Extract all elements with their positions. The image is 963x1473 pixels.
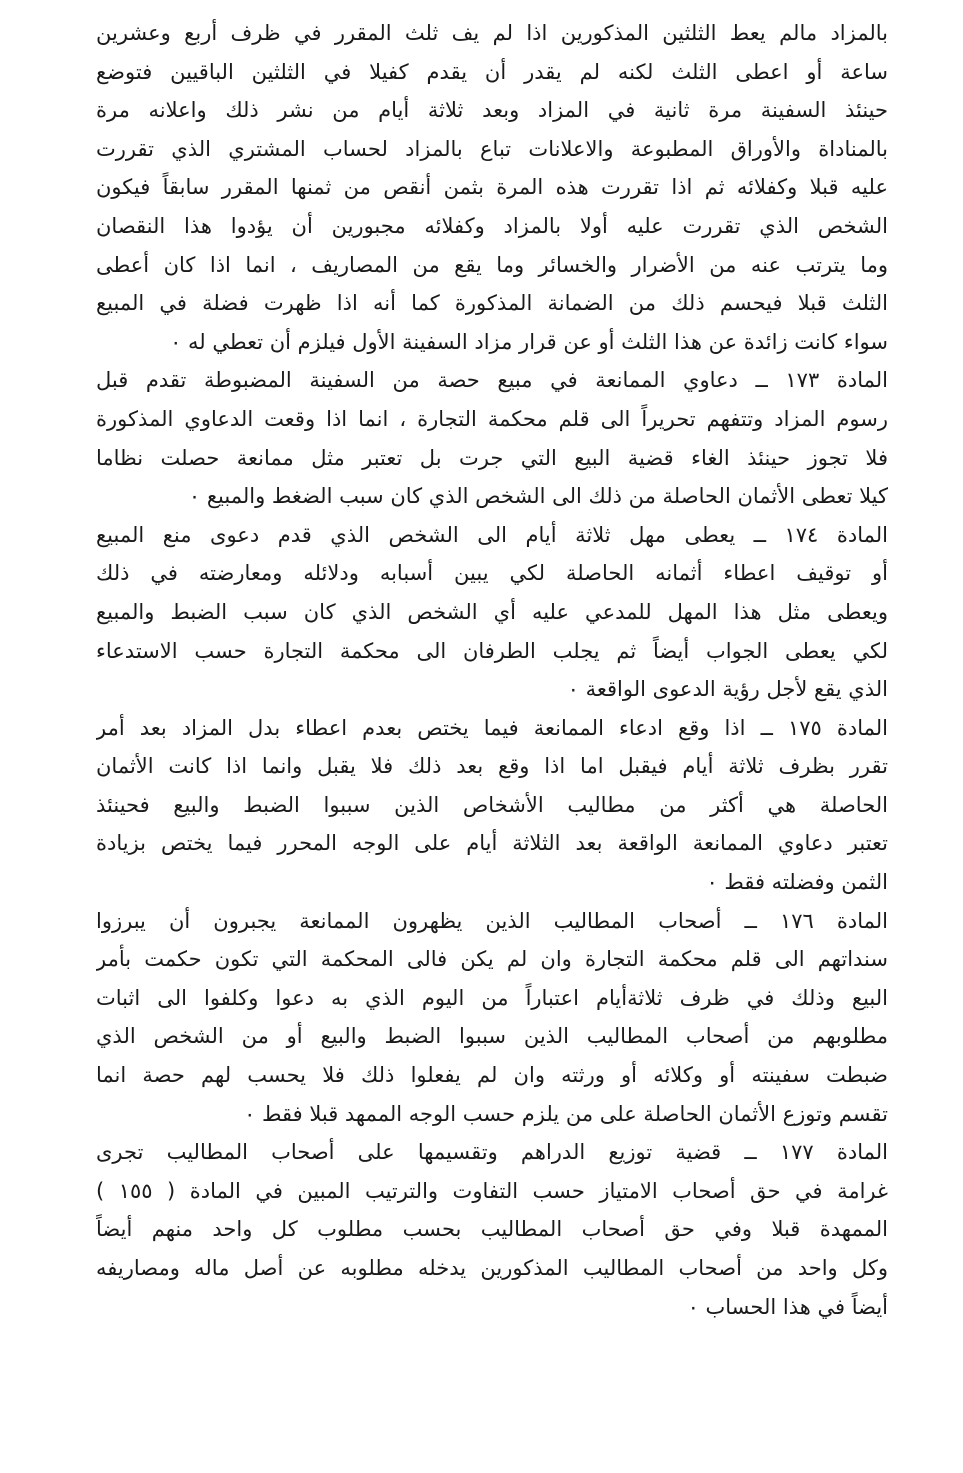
text-line: رسوم المزاد وتتفهم تحريراً الى قلم محكمة التجارة ، انما اذا وقعت الدعاوي المذكورة xyxy=(96,406,888,431)
text-line: المادة ١٧٦ ــ أصحاب المطاليب الذين يظهرون الممانعة يجبرون أن يبرزوا xyxy=(96,908,888,933)
article-176 xyxy=(96,902,888,1134)
text-line: أيضاً في هذا الحساب ٠ xyxy=(687,1294,888,1319)
text-line: المادة ١٧٤ ــ يعطى مهل ثلاثة أيام الى الشخص الذي قدم دعوى منع المبيع xyxy=(96,522,888,547)
text-line: غرامة في حق أصحاب الامتياز حسب التفاوت والترتيب المبين في المادة ( ١٥٥ ) xyxy=(96,1178,888,1203)
article-175 xyxy=(96,709,888,902)
document-page xyxy=(96,14,888,1326)
text-line: الممهدة قبلا وفي حق أصحاب المطاليب بحسب مطلوب كل واحد منهم أيضاً xyxy=(96,1217,888,1242)
article-174 xyxy=(96,516,888,709)
text-line: البيع وذلك في ظرف ثلاثةأيام اعتباراً من اليوم الذي به دعوا وكلفوا الى اثبات xyxy=(96,985,888,1010)
text-line: أو توقيف اعطاء أثمانه الحاصلة لكي يبين أسبابه ودلائله ومعارضته في ذلك xyxy=(96,561,888,586)
text-line: المادة ١٧٥ ــ اذا وقع ادعاء الممانعة فيما يختص بعدم اعطاء بدل المزاد بعد أمر xyxy=(96,715,888,740)
text-line: المادة ١٧٣ ــ دعاوي الممانعة في مبيع حصة من السفينة المضبوطة تقدم قبل xyxy=(96,368,888,393)
article-173 xyxy=(96,361,888,515)
text-line: فلا تجوز حينئذ الغاء قضية البيع التي جرت بل تعتبر مثل ممانعة حصلت نظاما xyxy=(96,445,888,470)
text-line: تقرر بظرف ثلاثة أيام فيقبل اما اذا وقع بعد ذلك فلا يقبل وانما اذا كانت الأثمان xyxy=(96,754,888,779)
article-177 xyxy=(96,1133,888,1326)
text-line: وكل واحد من أصحاب المطاليب المذكورين يدخله مطلوبه عن أصل ماله ومصاريفه xyxy=(96,1256,888,1280)
text-line: سواء كانت زائدة عن هذا الثلث أو عن قرار مزاد السفينة الأول فيلزم أن تعطي له ٠ xyxy=(170,329,888,354)
text-line: الثمن وفضلته فقط ٠ xyxy=(706,870,888,895)
text-line: حينئذ السفينة مرة ثانية في المزاد وبعد ثلاثة أيام من نشر ذلك واعلانه مرة xyxy=(96,98,888,123)
text-line: وما يترتب عنه من الأضرار والخسائر وما يقع من المصاريف ، انما اذا كان أعطى xyxy=(96,252,888,277)
text-line: كيلا تعطى الأثمان الحاصلة من ذلك الى الشخص الذي كان سبب الضغط والمبيع ٠ xyxy=(188,484,888,509)
text-line: الذي يقع لأجل رؤية الدعوى الواقعة ٠ xyxy=(567,677,888,702)
text-line: تقسم وتوزع الأثمان الحاصلة على من يلزم حسب الوجه الممهد قبلا فقط ٠ xyxy=(244,1101,888,1126)
text-line: الثلث قبلا فيحسم ذلك من الضمانة المذكورة كما أنه اذا ظهرت فضلة في المبيع xyxy=(96,291,888,316)
text-line: ساعة أو اعطى الثلث لكنه لم يقدر أن يقدم كفيلا في الثلثين الباقيين فتوضع xyxy=(96,59,888,84)
text-line: عليه قبلا وكفلائه ثم اذا تقررت هذه المرة بثمن أنقص من ثمنها المقرر سابقاً فيكون xyxy=(96,175,888,200)
text-line: مطلوبهم من أصحاب المطاليب الذين سببوا الضبط والبيع أو من الشخص الذي xyxy=(96,1024,888,1049)
text-line: بالمناداة والأوراق المطبوعة والاعلانات تباع بالمزاد لحساب المشتري الذي تقررت xyxy=(96,136,888,161)
text-line: لكي يعطى الجواب أيضاً ثم يجلب الطرفان الى محكمة التجارة حسب الاستدعاء xyxy=(96,638,888,663)
text-line: ضبطت سفينته أو وكلائه أو ورثته وان لم يفعلوا ذلك فلا يحسب لهم حصة انما xyxy=(96,1063,888,1088)
text-line: الحاصلة هي أكثر من مطاليب الأشخاص الذين سببوا الضبط والبيع فحينئذ xyxy=(96,792,888,817)
paragraph-intro xyxy=(96,14,888,361)
text-line: سنداتهم الى قلم محكمة التجارة وان لم يكن فالى المحكمة التي تكون حكمت بأمر xyxy=(96,947,888,972)
text-line: تعتبر دعاوي الممانعة الواقعة بعد الثلاثة أيام على الوجه المحرر فيما يختص بزيادة xyxy=(96,831,888,856)
text-line: ويعطى مثل هذا المهل للمدعي عليه أي الشخص الذي كان سبب الضبط والمبيع xyxy=(96,599,888,624)
text-line: المادة ١٧٧ ــ قضية توزيع الدراهم وتقسيمها على أصحاب المطاليب تجرى xyxy=(96,1140,888,1165)
text-line: الشخص الذي تقررت عليه أولا بالمزاد وكفلائه مجبورين أن يؤدوا هذا النقصان xyxy=(96,213,888,238)
text-line: بالمزاد مالم يعط الثلثين المذكورين اذا لم يف ثلث المقرر في ظرف أربع وعشرين xyxy=(96,21,888,45)
